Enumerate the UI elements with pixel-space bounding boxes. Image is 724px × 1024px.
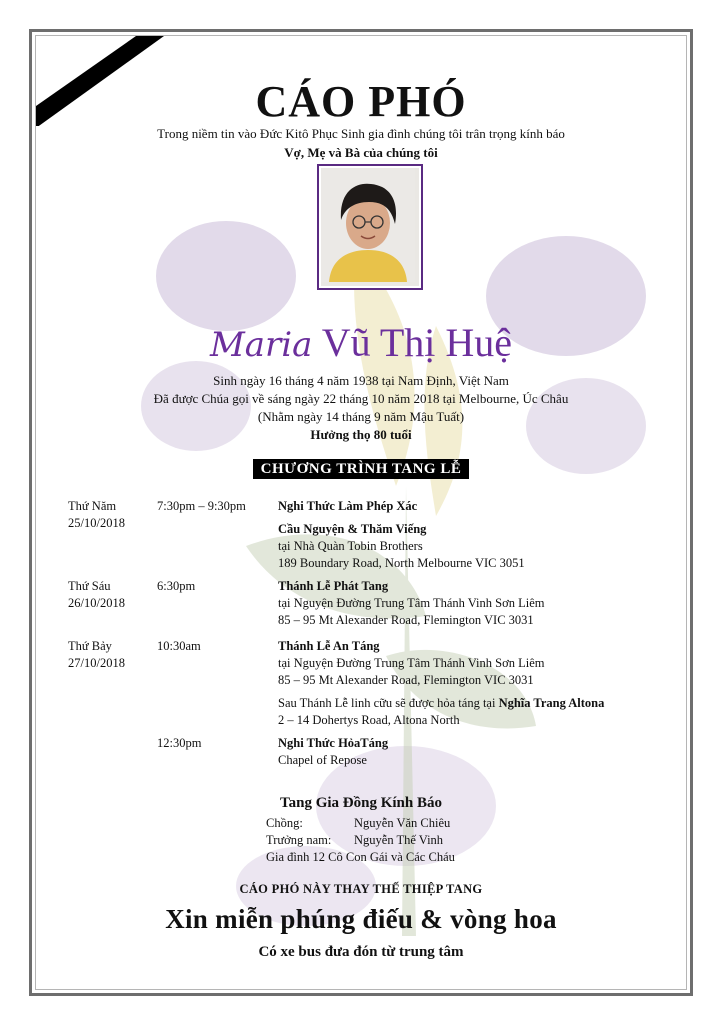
schedule-time-1: 7:30pm – 9:30pm	[157, 499, 246, 513]
bio-died: Đã được Chúa gọi về sáng ngày 22 tháng 10 năm 2018 tại Melbourne, Úc Châu	[153, 391, 569, 406]
schedule-event-1b: Cầu Nguyện & Thăm Viếng	[278, 522, 427, 536]
page-title: CÁO PHÓ	[255, 77, 467, 126]
deceased-name	[36, 319, 686, 366]
family-son: Nguyễn Thế Vinh	[354, 833, 444, 847]
schedule-event-4: Nghi Thức HỏaTáng	[278, 736, 389, 750]
schedule-place-3: tại Nguyện Đường Trung Tâm Thánh Vinh Sơn Liêm	[278, 656, 545, 670]
bio-born: Sinh ngày 16 tháng 4 năm 1938 tại Nam Định, Việt Nam	[213, 373, 509, 388]
schedule-date-3: 27/10/2018	[68, 656, 125, 670]
schedule-address-3: 85 – 95 Mt Alexander Road, Flemington VIC 3031	[278, 673, 534, 687]
schedule-time-3: 10:30am	[157, 639, 201, 653]
schedule-day-3: Thứ Bảy	[68, 639, 112, 653]
schedule-event-1: Nghi Thức Làm Phép Xác	[278, 499, 418, 513]
no-flowers-request: Xin miễn phúng điếu & vòng hoa	[165, 904, 557, 934]
family-title: Tang Gia Đồng Kính Báo	[279, 795, 442, 811]
intro-line: Trong niềm tin vào Đức Kitô Phục Sinh gia đình chúng tôi trân trọng kính báo	[157, 126, 565, 141]
bio-lunar: (Nhằm ngày 14 tháng 9 năm Mậu Tuất)	[257, 409, 465, 424]
schedule-time-2: 6:30pm	[157, 579, 196, 593]
bio-age: Hưởng thọ 80 tuổi	[310, 427, 412, 442]
portrait-photo	[317, 164, 423, 290]
schedule-event-3: Thánh Lễ An Táng	[278, 639, 380, 653]
schedule-place-1: tại Nhà Quàn Tobin Brothers	[278, 539, 423, 553]
schedule-place-2: tại Nguyện Đường Trung Tâm Thánh Vinh Sơn Liêm	[278, 596, 545, 610]
given-name: Maria	[209, 325, 313, 365]
schedule-date-1: 25/10/2018	[68, 516, 125, 530]
schedule-event-2: Thánh Lễ Phát Tang	[278, 579, 389, 593]
program-heading	[36, 460, 686, 478]
schedule-date-2: 26/10/2018	[68, 596, 125, 610]
schedule-address-2: 85 – 95 Mt Alexander Road, Flemington VIC 3031	[278, 613, 534, 627]
schedule-place-4: Chapel of Repose	[278, 753, 367, 767]
schedule-address-1: 189 Boundary Road, North Melbourne VIC 3051	[278, 556, 525, 570]
schedule-after-note	[278, 695, 604, 712]
portrait-image	[321, 168, 415, 282]
program-heading-text: CHƯƠNG TRÌNH TANG LỄ	[253, 459, 470, 479]
family-husband-label: Chồng:	[266, 816, 303, 830]
schedule-day-2: Thứ Sáu	[68, 579, 111, 593]
schedule-after-place: Nghĩa Trang Altona	[498, 696, 605, 710]
family-husband: Nguyễn Văn Chiêu	[354, 816, 451, 830]
family-son-label: Trưởng nam:	[266, 833, 332, 847]
family-others: Gia đình 12 Cô Con Gái và Các Cháu	[266, 850, 455, 864]
replacement-notice: CÁO PHÓ NÀY THAY THẾ THIỆP TANG	[239, 882, 483, 896]
notice-inner-frame	[35, 35, 687, 990]
schedule-after-address: 2 – 14 Dohertys Road, Altona North	[278, 713, 460, 727]
schedule-time-4: 12:30pm	[157, 736, 202, 750]
notice-frame	[29, 29, 693, 996]
bus-notice: Có xe bus đưa đón từ trung tâm	[258, 944, 464, 960]
schedule-day-1: Thứ Năm	[68, 499, 117, 513]
schedule-after-prefix: Sau Thánh Lễ linh cữu sẽ được hỏa táng tại	[278, 696, 499, 710]
full-name: Vũ Thị Huệ	[321, 320, 513, 365]
intro-relation: Vợ, Mẹ và Bà của chúng tôi	[284, 145, 438, 160]
